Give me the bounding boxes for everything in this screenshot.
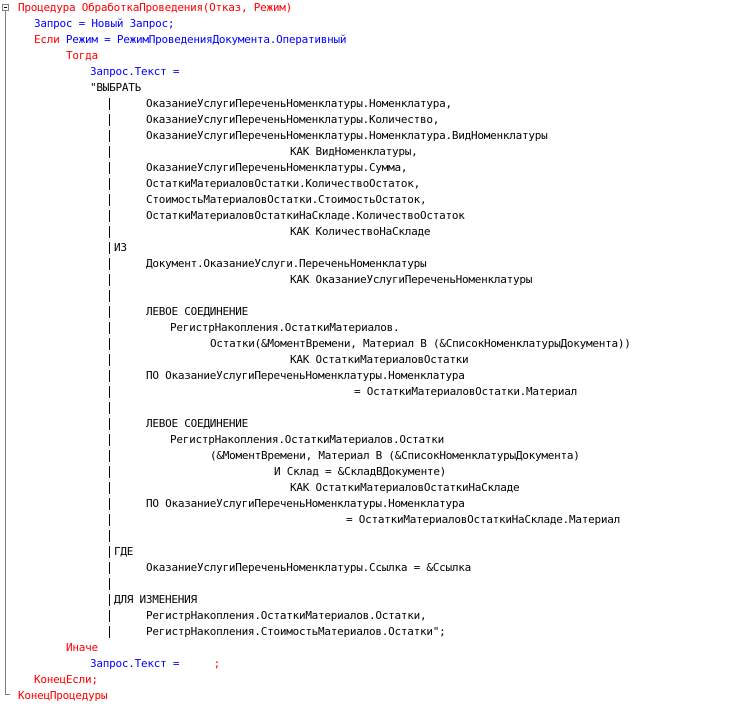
query-from: ИЗ	[114, 241, 127, 254]
query-margin-bar	[109, 306, 110, 318]
query-line: РегистрНакопления.СтоимостьМатериалов.Остатки";	[146, 625, 446, 638]
query-margin-bar	[109, 626, 110, 638]
query-line: ОказаниеУслугиПереченьНоменклатуры.Ссылка = &Ссылка	[146, 561, 472, 574]
query-line: РегистрНакопления.ОстаткиМатериалов.Остатки	[170, 433, 445, 446]
query-line: ОстаткиМатериаловОстаткиНаСкладе.КоличествоОстаток	[146, 209, 465, 222]
query-line: ОказаниеУслугиПереченьНоменклатуры.Номенклатура,	[146, 97, 452, 110]
query-margin-bar	[109, 402, 110, 414]
query-margin-bar	[109, 226, 110, 238]
query-margin-bar	[109, 514, 110, 526]
query-margin-bar	[109, 466, 110, 478]
query-line: = ОстаткиМатериаловОстатки.Материал	[354, 385, 578, 398]
query-margin-bar	[109, 274, 110, 286]
query-margin-bar	[109, 498, 110, 510]
query-margin-bar	[109, 450, 110, 462]
query-margin-bar	[109, 370, 110, 382]
code-line-endprocedure: КонецПроцедуры	[18, 689, 108, 702]
query-line: (&МоментВремени, Материал В (&СписокНоменклатурыДокумента)	[210, 449, 580, 462]
query-line: ОказаниеУслугиПереченьНоменклатуры.Количество,	[146, 113, 440, 126]
query-line: РегистрНакопления.ОстаткиМатериалов.Остатки,	[146, 609, 427, 622]
query-line: И Склад = &СкладВДокументе)	[274, 465, 447, 478]
query-where: ГДЕ	[114, 545, 134, 558]
semicolon: ;	[213, 657, 220, 670]
query-margin-bar	[109, 210, 110, 222]
code-line-new-query: Запрос = Новый Запрос;	[34, 17, 175, 30]
query-margin-bar	[109, 434, 110, 446]
query-margin-bar	[109, 530, 110, 542]
query-select: "ВЫБРАТЬ	[90, 81, 141, 94]
query-line: РегистрНакопления.ОстаткиМатериалов.	[170, 321, 400, 334]
query-for-update: ДЛЯ ИЗМЕНЕНИЯ	[114, 593, 197, 606]
query-line: КАК ОказаниеУслугиПереченьНоменклатуры	[290, 273, 533, 286]
fold-end-marker	[5, 694, 10, 696]
query-line: Остатки(&МоментВремени, Материал В (&СписокНоменклатурыДокумента))	[210, 337, 631, 350]
query-text-assign: Запрос.Текст =	[90, 657, 186, 670]
query-margin-bar	[109, 562, 110, 574]
query-margin-bar	[109, 386, 110, 398]
code-line-else: Иначе	[66, 641, 98, 654]
code-line-query-text-empty	[90, 656, 220, 672]
query-margin-bar	[109, 354, 110, 366]
procedure-keyword: Процедура	[18, 1, 76, 14]
query-margin-bar	[109, 418, 110, 430]
query-margin-bar	[109, 578, 110, 590]
query-margin-bar	[109, 162, 110, 174]
if-condition: Режим = РежимПроведенияДокумента.Оперативный	[59, 33, 347, 46]
fold-collapse-icon[interactable]	[2, 4, 9, 11]
query-margin-bar	[109, 130, 110, 142]
if-keyword: Если	[34, 33, 60, 46]
query-line: КАК ОстаткиМатериаловОстатки	[290, 353, 469, 366]
query-margin-bar	[109, 242, 110, 254]
query-line: ОстаткиМатериаловОстатки.КоличествоОстаток,	[146, 177, 421, 190]
query-line: ПО ОказаниеУслугиПереченьНоменклатуры.Номенклатура	[146, 497, 465, 510]
query-line: ОказаниеУслугиПереченьНоменклатуры.Номенклатура.ВидНоменклатуры	[146, 129, 548, 142]
code-line-endif: КонецЕсли;	[34, 673, 98, 686]
query-margin-bar	[109, 178, 110, 190]
procedure-signature: ОбработкаПроведения(Отказ, Режим)	[75, 1, 293, 14]
query-line: КАК ОстаткиМатериаловОстаткиНаСкладе	[290, 481, 520, 494]
query-left-join: ЛЕВОЕ СОЕДИНЕНИЕ	[146, 417, 248, 430]
query-margin-bar	[109, 610, 110, 622]
query-margin-bar	[109, 290, 110, 302]
query-line: КАК ВидНоменклатуры,	[290, 145, 418, 158]
query-margin-bar	[109, 194, 110, 206]
query-margin-bar	[109, 594, 110, 606]
query-line: ПО ОказаниеУслугиПереченьНоменклатуры.Номенклатура	[146, 369, 465, 382]
query-line: КАК КоличествоНаСкладе	[290, 225, 431, 238]
code-line-procedure	[18, 0, 292, 16]
query-line: ОказаниеУслугиПереченьНоменклатуры.Сумма,	[146, 161, 408, 174]
query-margin-bar	[109, 258, 110, 270]
fold-guide-line	[5, 11, 6, 695]
query-line: СтоимостьМатериаловОстатки.СтоимостьОстаток,	[146, 193, 427, 206]
query-left-join: ЛЕВОЕ СОЕДИНЕНИЕ	[146, 305, 248, 318]
query-margin-bar	[109, 146, 110, 158]
query-line: Документ.ОказаниеУслуги.ПереченьНоменклатуры	[146, 257, 427, 270]
query-margin-bar	[109, 482, 110, 494]
query-margin-bar	[109, 114, 110, 126]
query-margin-bar	[109, 338, 110, 350]
query-margin-bar	[109, 322, 110, 334]
query-margin-bar	[109, 98, 110, 110]
code-line-if	[34, 32, 346, 48]
query-line: = ОстаткиМатериаловОстаткиНаСкладе.Материал	[346, 513, 621, 526]
code-line-then: Тогда	[66, 49, 98, 62]
query-margin-bar	[109, 546, 110, 558]
code-line-query-text: Запрос.Текст =	[90, 65, 180, 78]
